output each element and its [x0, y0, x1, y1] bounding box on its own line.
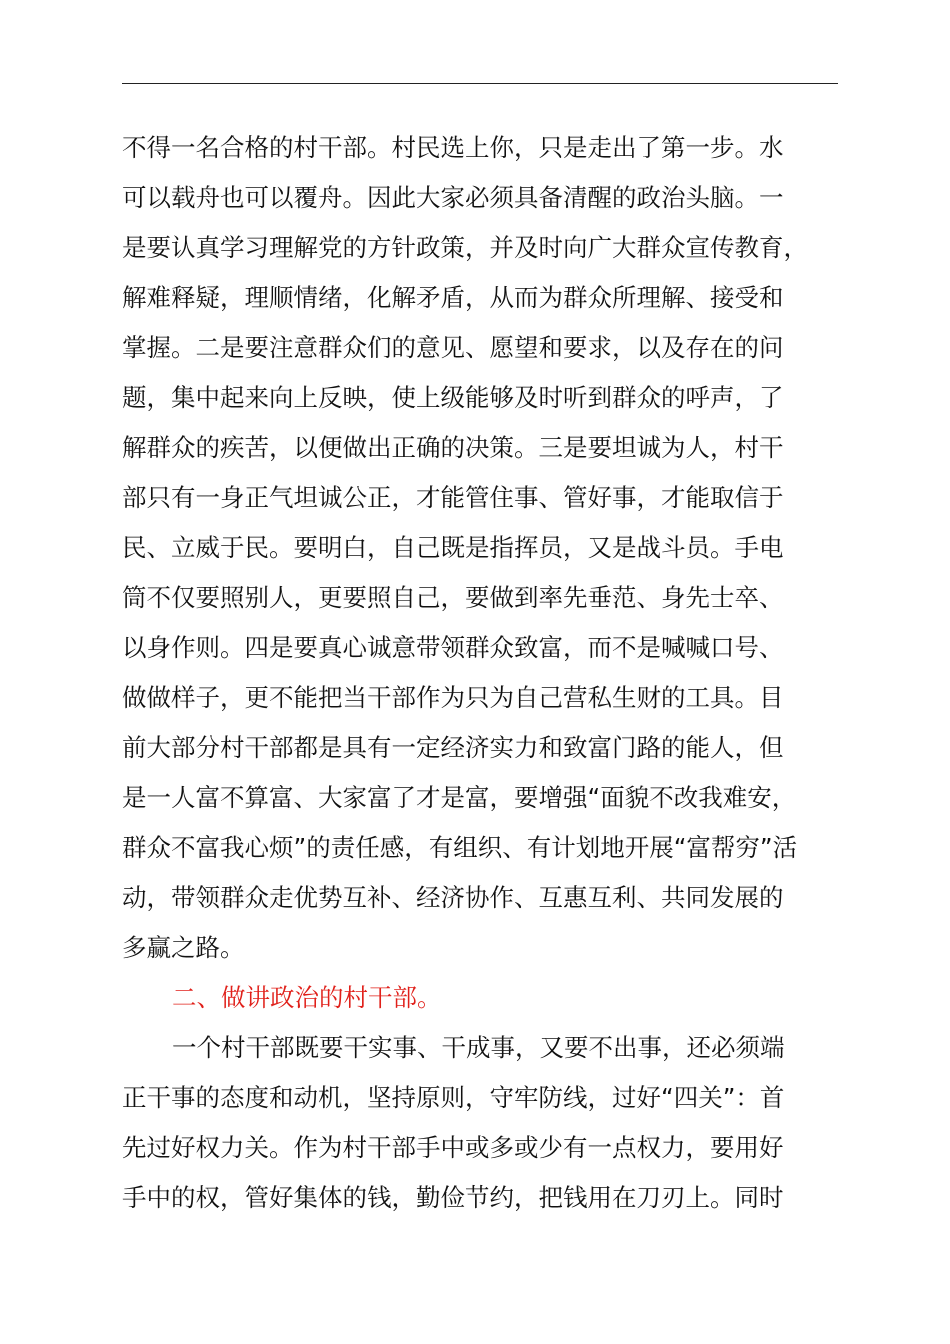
body-line: 可以载舟也可以覆舟。因此大家必须具备清醒的政治头脑。一 — [122, 183, 784, 212]
body-line: 群众不富我心烦”的责任感，有组织、有计划地开展“富帮穷”活 — [122, 833, 798, 862]
body-line: 部只有一身正气坦诚公正，才能管住事、管好事，才能取信于 — [122, 483, 784, 512]
body-line: 手中的权，管好集体的钱，勤俭节约，把钱用在刀刃上。同时 — [122, 1183, 784, 1212]
body-line: 以身作则。四是要真心诚意带领群众致富，而不是喊喊口号、 — [122, 633, 784, 662]
body-line: 先过好权力关。作为村干部手中或多或少有一点权力，要用好 — [122, 1133, 784, 1162]
body-line: 不得一名合格的村干部。村民选上你，只是走出了第一步。水 — [122, 133, 784, 162]
body-line: 解难释疑，理顺情绪，化解矛盾，从而为群众所理解、接受和 — [122, 283, 784, 312]
section-heading: 二、做讲政治的村干部。 — [172, 983, 442, 1012]
body-line: 一个村干部既要干实事、干成事，又要不出事，还必须端 — [172, 1033, 785, 1062]
body-line: 做做样子，更不能把当干部作为只为自己营私生财的工具。目 — [122, 683, 784, 712]
body-line: 筒不仅要照别人，更要照自己，要做到率先垂范、身先士卒、 — [122, 583, 784, 612]
header-rule — [122, 83, 838, 84]
body-line: 是要认真学习理解党的方针政策，并及时向广大群众宣传教育， — [122, 233, 808, 262]
body-line: 掌握。二是要注意群众们的意见、愿望和要求，以及存在的问 — [122, 333, 784, 362]
body-line: 题，集中起来向上反映，使上级能够及时听到群众的呼声，了 — [122, 383, 784, 412]
body-line: 动，带领群众走优势互补、经济协作、互惠互利、共同发展的 — [122, 883, 784, 912]
body-line: 正干事的态度和动机，坚持原则，守牢防线，过好“四关”：首 — [122, 1083, 785, 1112]
document-body — [122, 123, 862, 1223]
body-line: 多赢之路。 — [122, 933, 245, 962]
body-line: 民、立威于民。要明白，自己既是指挥员，又是战斗员。手电 — [122, 533, 784, 562]
body-line: 前大部分村干部都是具有一定经济实力和致富门路的能人，但 — [122, 733, 784, 762]
body-line: 是一人富不算富、大家富了才是富，要增强“面貌不改我难安， — [122, 783, 797, 812]
body-line: 解群众的疾苦，以便做出正确的决策。三是要坦诚为人，村干 — [122, 433, 784, 462]
